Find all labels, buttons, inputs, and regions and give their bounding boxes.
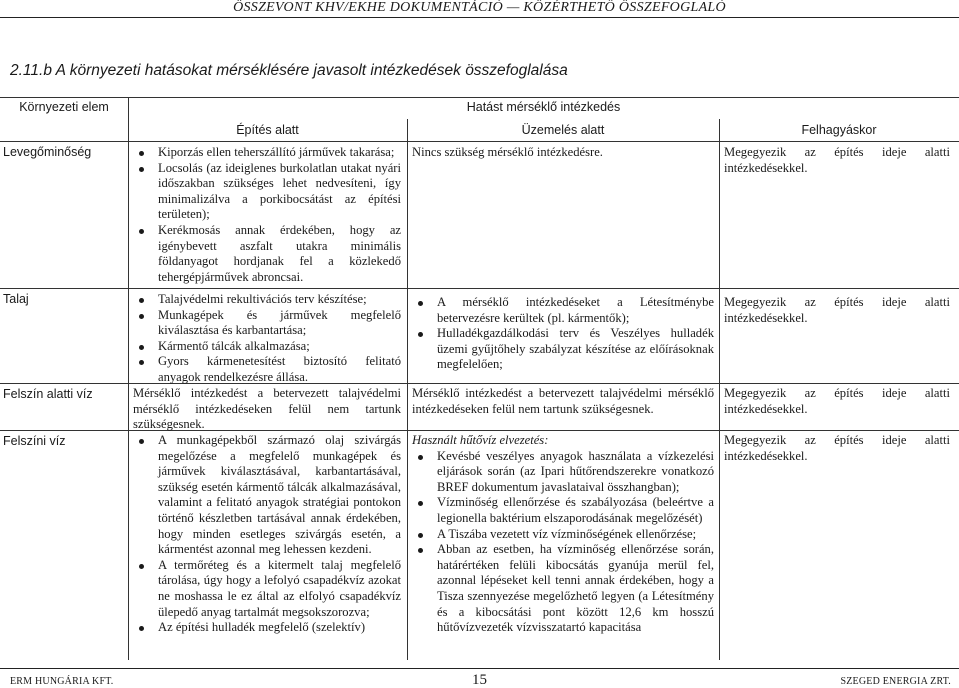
soil-abandonment-cell: Megegyezik az építés ideje alatti intézkedésekkel. bbox=[724, 295, 950, 325]
header-env-element: Környezeti elem bbox=[19, 100, 109, 114]
table-col-divider-1 bbox=[128, 97, 129, 660]
header-operation: Üzemelés alatt bbox=[521, 123, 605, 137]
header-measures: Hatást mérséklő intézkedés bbox=[466, 100, 621, 114]
measures-table bbox=[0, 97, 959, 660]
list-item: Kiporzás ellen teherszállító járművek takarása; bbox=[133, 145, 401, 161]
list-item: Kevésbé veszélyes anyagok használata a vízkezelési eljárások során (az Ipari hűtőrendszerekre vonatkozó BREF dokumentum javaslataival összhangban); bbox=[412, 449, 714, 496]
document-header: ÖSSZEVONT KHV/EKHE DOKUMENTÁCIÓ — KÖZÉRTHETŐ ÖSSZEFOGLALÓ bbox=[233, 0, 726, 15]
table-rule-row1 bbox=[0, 288, 959, 289]
header-rule bbox=[0, 17, 959, 18]
row-label-groundwater: Felszín alatti víz bbox=[3, 387, 93, 401]
table-col-divider-3 bbox=[719, 119, 720, 660]
groundwater-construction-cell: Mérséklő intézkedést a betervezett talajvédelmi mérséklő intézkedéseken felül nem tartunk szükségesnek. bbox=[133, 386, 401, 432]
list-item: Locsolás (az ideiglenes burkolatlan utakat nyári időszakban szükséges lehet nedvesíteni, így minimalizálva a porkibocsátást az építési területen); bbox=[133, 161, 401, 223]
footer-company-left: ERM HUNGÁRIA KFT. bbox=[10, 676, 114, 687]
table-rule-top bbox=[0, 97, 959, 98]
header-abandonment: Felhagyáskor bbox=[801, 123, 877, 137]
soil-operation-cell bbox=[412, 295, 714, 373]
list-item: Hulladékgazdálkodási terv és Veszélyes hulladék üzemi gyűjtőhely szabályzat készítése az előírásoknak megfelelően; bbox=[412, 326, 714, 373]
list-item: Kármentő tálcák alkalmazása; bbox=[133, 339, 401, 355]
row-label-surface-water: Felszíni víz bbox=[3, 434, 66, 448]
air-construction-cell bbox=[133, 145, 401, 285]
groundwater-abandonment-cell: Megegyezik az építés ideje alatti intézkedésekkel. bbox=[724, 386, 950, 416]
header-construction: Építés alatt bbox=[236, 123, 299, 137]
list-item: Az építési hulladék megfelelő (szelektív) bbox=[133, 620, 401, 636]
list-item: Munkagépek és járművek megfelelő kiválasztása és karbantartása; bbox=[133, 308, 401, 339]
surface-water-abandonment-cell: Megegyezik az építés ideje alatti intézkedésekkel. bbox=[724, 433, 950, 463]
list-item: A termőréteg és a kitermelt talaj megfelelő tárolása, úgy hogy a lefolyó csapadékvíz azokat ne moshassa le ez által az elfolyó csapadékvíz ülepedő anyag tartalmát megsokszorozva; bbox=[133, 558, 401, 620]
list-item: Gyors kármenetesítést biztosító felitató anyagok rendelkezésre állása. bbox=[133, 354, 401, 385]
list-item: A mérséklő intézkedéseket a Létesítménybe betervezésre kerültek (pl. kármentők); bbox=[412, 295, 714, 326]
air-operation-cell: Nincs szükség mérséklő intézkedésre. bbox=[412, 145, 603, 159]
surface-water-construction-cell bbox=[133, 433, 401, 636]
soil-construction-cell bbox=[133, 292, 401, 386]
operation-subheading: Használt hűtővíz elvezetés: bbox=[412, 433, 549, 447]
list-item: Kerékmosás annak érdekében, hogy az igénybevett aszfalt utakra minimális földanyagot hordjanak fel a közlekedő tehergépjárművek abroncsai. bbox=[133, 223, 401, 285]
list-item: Talajvédelmi rekultivációs terv készítése; bbox=[133, 292, 401, 308]
page-number: 15 bbox=[472, 672, 487, 688]
footer-rule bbox=[0, 668, 959, 669]
section-title: 2.11.b A környezeti hatásokat mérséklésére javasolt intézkedések összefoglalása bbox=[10, 62, 568, 79]
list-item: A Tiszába vezetett víz vízminőségének ellenőrzése; bbox=[412, 527, 714, 543]
list-item: A munkagépekből származó olaj szivárgás megelőzése a megfelelő munkagépek és járművek kiválasztásával, karbantartásával, szükség esetén kármentő tálcák alkalmazásával, valamint a felitató anyagok stratégiai pontokon történő készletben tartásával annak érdekében, hogy minden esetleges szivárgás esetén, a kármentést azonnal meg lehessen kezdeni. bbox=[133, 433, 401, 558]
air-abandonment-cell: Megegyezik az építés ideje alatti intézkedésekkel. bbox=[724, 145, 950, 175]
surface-water-operation-cell bbox=[412, 433, 714, 636]
row-label-soil: Talaj bbox=[3, 292, 29, 306]
table-col-divider-2 bbox=[407, 119, 408, 660]
footer-company-right: SZEGED ENERGIA ZRT. bbox=[840, 676, 951, 687]
list-item: Abban az esetben, ha vízminőség ellenőrzése során, határértéken felüli kibocsátás gyanúja merül fel, azonnal lépéseket kell tenni annak érdekében, hogy a Tisza szennyezése megelőzhető legyen (a Létesítmény és a kibocsátási pont között 12,6 km hosszú hűtővízvezeték vízvisszatartó kapacitása bbox=[412, 542, 714, 636]
table-rule-header bbox=[0, 141, 959, 142]
groundwater-operation-cell: Mérséklő intézkedést a betervezett talajvédelmi mérséklő intézkedéseken felül nem tartunk szükségesnek. bbox=[412, 386, 714, 416]
list-item: Vízminőség ellenőrzése és szabályozása (beleértve a legionella baktérium elszaporodásának megelőzését) bbox=[412, 495, 714, 526]
row-label-air: Levegőminőség bbox=[3, 145, 92, 159]
